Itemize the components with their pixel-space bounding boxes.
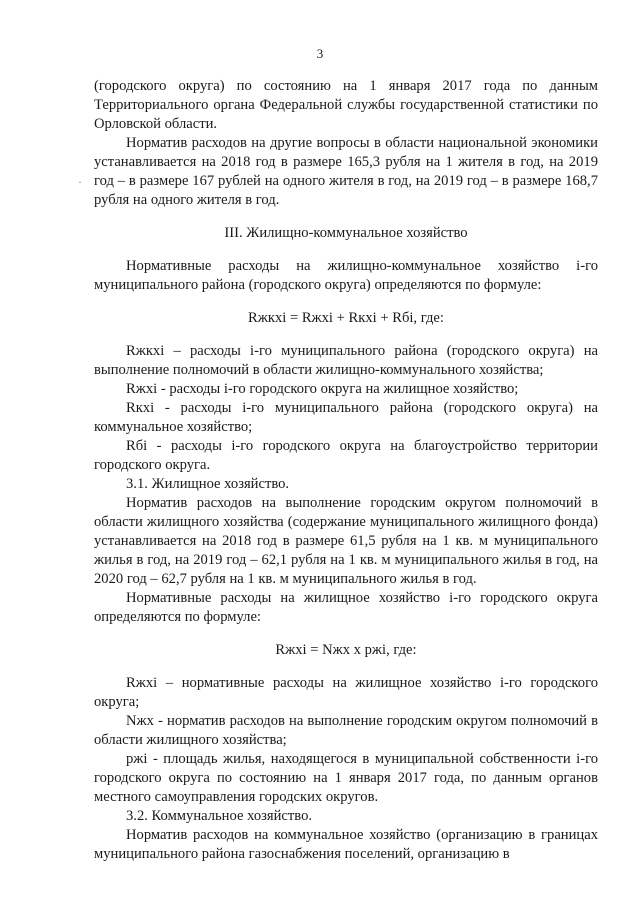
document-body	[94, 77, 598, 864]
definition-rjh-2: Rжхi – нормативные расходы на жилищное хозяйство i-го городского округа;	[94, 675, 598, 710]
definition-rkh: Rкхi - расходы i-го муниципального района (городского округа) на коммунальное хозяйство;	[94, 400, 598, 435]
formula-housing: Rжхi = Nжх x pжi, где:	[275, 642, 417, 658]
subsection-utilities: 3.2. Коммунальное хозяйство.	[126, 808, 313, 824]
paragraph-housing-formula-intro: Нормативные расходы на жилищное хозяйство i-го городского округа определяются по формуле:	[94, 590, 598, 625]
margin-mark: ·	[78, 175, 82, 189]
paragraph-housing-norm: Норматив расходов на выполнение городским округом полномочий в области жилищного хозяйства (содержание муниципального жилищного фонда) устанавливается на 2018 год в размере 61,5 рубля на 1 кв. м муниципального жилья в год, на 2019 год – 62,1 рубля на 1 кв. м муниципального жилья в год, на 2020 год – 62,7 рубля на 1 кв. м муниципального жилья в год.	[94, 495, 598, 587]
definition-rb: Rбi - расходы i-го городского округа на благоустройство территории городского округа.	[94, 438, 598, 473]
paragraph-continuation: (городского округа) по состоянию на 1 января 2017 года по данным Территориального органа Федеральной службы государственной статистики по Орловской области.	[94, 78, 598, 132]
definition-pj: pжi - площадь жилья, находящегося в муниципальной собственности i-го городского округа по состоянию на 1 января 2017 года, по данным органов местного самоуправления городских округов.	[94, 751, 598, 805]
definition-rjh: Rжхi - расходы i-го городского округа на жилищное хозяйство;	[126, 381, 519, 397]
paragraph-economy-norm: Норматив расходов на другие вопросы в области национальной экономики устанавливается на 2018 год в размере 165,3 рубля на 1 жителя в год, на 2019 год – в размере 167 рублей на одного жителя в год, на 2019 год – в размере 168,7 рубля на одного жителя в год.	[94, 135, 598, 208]
paragraph-utilities-norm: Норматив расходов на коммунальное хозяйство (организацию в границах муниципального района газоснабжения поселений, организацию в	[94, 827, 598, 862]
section-title: III. Жилищно-коммунальное хозяйство	[224, 225, 468, 241]
subsection-housing: 3.1. Жилищное хозяйство.	[126, 476, 290, 492]
paragraph-housing-intro: Нормативные расходы на жилищно-коммунальное хозяйство i-го муниципального района (городского округа) определяются по формуле:	[94, 258, 598, 293]
page-number: 3	[316, 46, 324, 61]
definition-rjkh: Rжкхi – расходы i-го муниципального района (городского округа) на выполнение полномочий в области жилищно-коммунального хозяйства;	[94, 343, 598, 378]
definition-njh: Nжх - норматив расходов на выполнение городским округом полномочий в области жилищного хозяйства;	[94, 713, 598, 748]
formula-housing-utilities: Rжкхi = Rжхi + Rкхi + Rбi, где:	[248, 310, 444, 326]
